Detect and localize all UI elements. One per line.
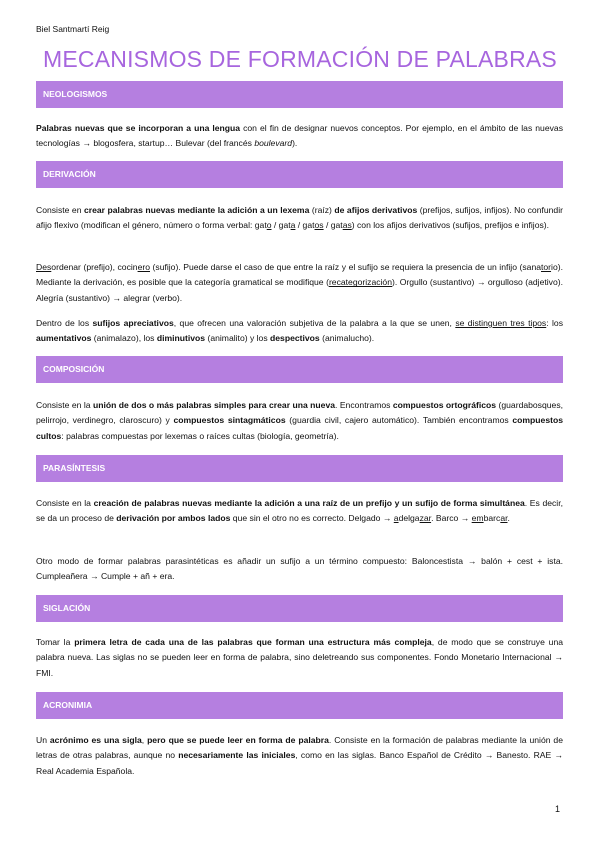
paragraph-derivacion-ejemplos: Desordenar (prefijo), cocinero (sufijo). Puede darse el caso de que entre la raíz y el sufijo se requiera la presencia de un infijo (sanatorio). Mediante la derivación, es posible que la categoría gramatical se modifique (recategorización). Orgullo (sustantivo) → orgulloso (adjetivo). Alegría (sustantivo) → alegrar (verbo). bbox=[36, 262, 563, 303]
page-title: MECANISMOS DE FORMACIÓN DE PALABRAS bbox=[43, 46, 557, 72]
paragraph-acronimia: Un acrónimo es una sigla, pero que se puede leer en forma de palabra. Consiste en la formación de palabras mediante la unión de letras de otras palabras, aunque no necesariamente las iniciales, como en las siglas. Banco Español de Crédito → Banesto. RAE → Real Academia Española. bbox=[36, 735, 564, 776]
section-heading-acronimia: ACRONIMIA bbox=[36, 692, 563, 719]
paragraph-composicion: Consiste en la unión de dos o más palabras simples para crear una nueva. Encontramos compuestos ortográficos (guardabosques, pelirrojo, verdinegro, claroscuro) y compuestos sintagmáticos (guardia civil, cajero automático). También encontramos compuestos cultos: palabras compuestas por lexemas o raíces cultas (biología, geometría). bbox=[36, 400, 564, 441]
author-name: Biel Santmartí Reig bbox=[36, 24, 110, 34]
paragraph-parasintesis-ejemplos: Otro modo de formar palabras parasintéticas es añadir un sufijo a un término compuesto: Baloncestista → balón + cest + ista. Cumpleañera → Cumple + añ + era. bbox=[36, 556, 563, 582]
section-heading-composicion: COMPOSICIÓN bbox=[36, 356, 563, 383]
section-heading-parasintesis: PARASÍNTESIS bbox=[36, 455, 563, 482]
paragraph-siglacion: Tomar la primera letra de cada una de las palabras que forman una estructura más compleja, de modo que se construye una palabra nueva. Las siglas no se pueden leer en forma de palabra, sino deletreando sus componentes. Fondo Monetario Internacional → FMI. bbox=[36, 637, 564, 678]
paragraph-derivacion-definicion: Consiste en crear palabras nuevas mediante la adición a un lexema (raíz) de afijos derivativos (prefijos, sufijos, infijos). No confundir afijo flexivo (modifican el género, número o forma verbal: gato / gata / gatos / gatas) con los afijos derivativos (sufijos, prefijos e infijos). bbox=[36, 205, 563, 231]
section-heading-neologismos: NEOLOGISMOS bbox=[36, 81, 563, 108]
paragraph-neologismos: Palabras nuevas que se incorporan a una lengua con el fin de designar nuevos conceptos. Por ejemplo, en el ámbito de las nuevas tecnologías → blogosfera, startup… Bulevar (del francés boulevard). bbox=[36, 123, 563, 149]
section-heading-siglacion: SIGLACIÓN bbox=[36, 595, 563, 622]
page-number: 1 bbox=[555, 804, 561, 814]
section-heading-derivacion: DERIVACIÓN bbox=[36, 161, 563, 188]
paragraph-derivacion-apreciativos: Dentro de los sufijos apreciativos, que ofrecen una valoración subjetiva de la palabra a la que se unen, se distinguen tres tipos: los aumentativos (animalazo), los diminutivos (animalito) y los despectivos (animalucho). bbox=[36, 318, 563, 344]
paragraph-parasintesis-definicion: Consiste en la creación de palabras nuevas mediante la adición a una raíz de un prefijo y un sufijo de forma simultánea. Es decir, se da un proceso de derivación por ambos lados que sin el otro no es correcto. Delgado → adelgazar. Barco → embarcar. bbox=[36, 498, 563, 524]
